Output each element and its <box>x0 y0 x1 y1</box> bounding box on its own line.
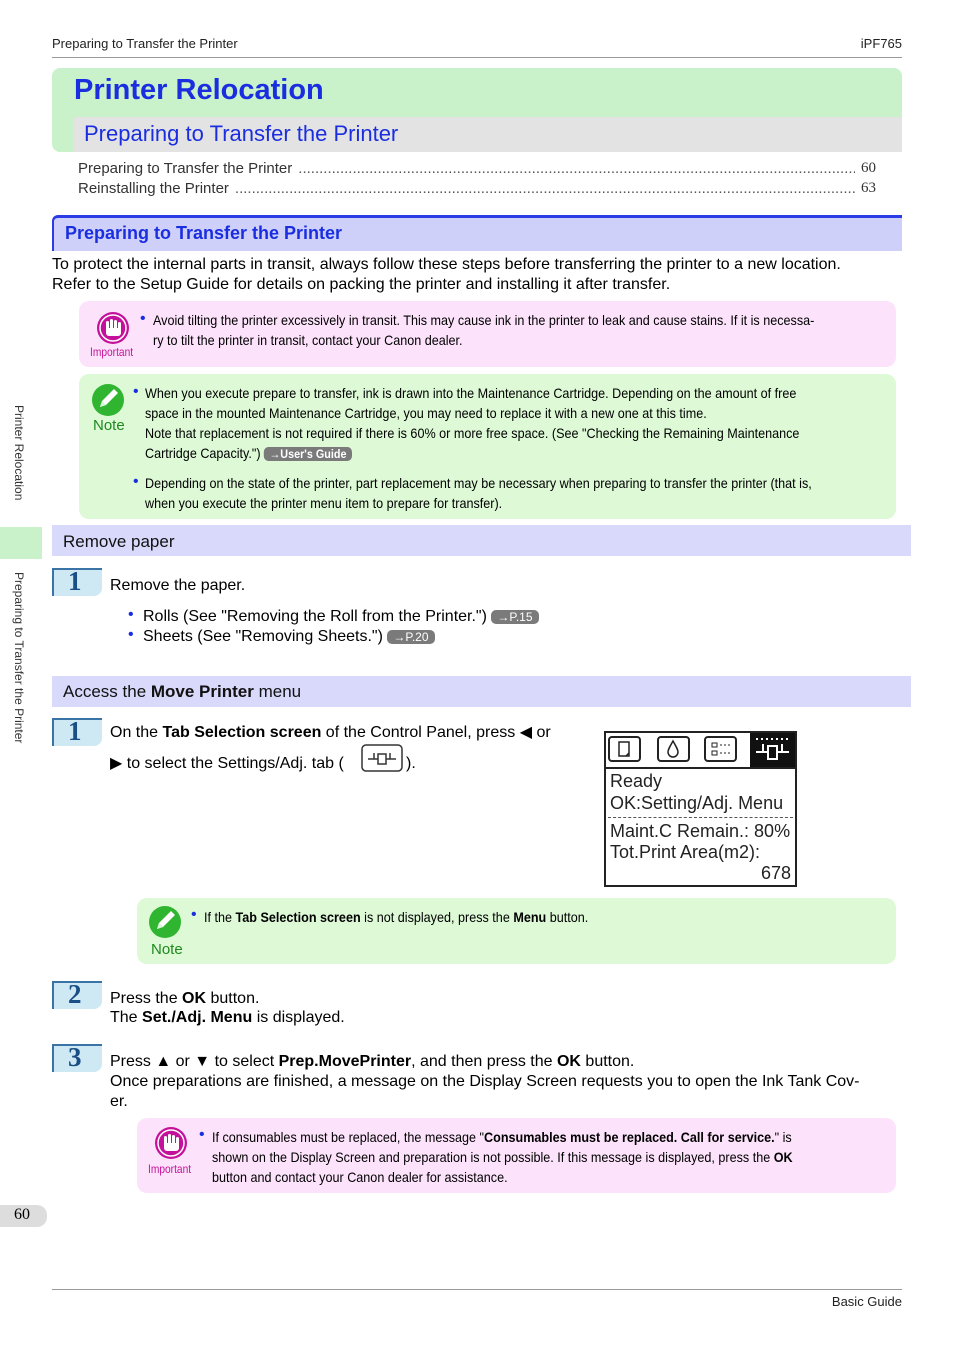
text-segment: to select the Settings/Adj. tab ( <box>126 755 344 772</box>
note-text: Depending on the state of the printer, part replacement may be necessary when preparing to transfer the printer (that is, <box>145 475 812 491</box>
toc-leader <box>235 180 855 197</box>
list-item <box>143 607 539 627</box>
bullet-icon: • <box>140 310 146 327</box>
important-hand-icon <box>153 1126 189 1162</box>
important-text: button and contact your Canon dealer for assistance. <box>212 1169 508 1185</box>
note-label: Note <box>93 417 125 434</box>
text-segment: shown on the Display Screen and preparation is not possible. If this message is displayed, press the <box>212 1149 774 1165</box>
step-number <box>52 568 102 596</box>
toc-entry[interactable] <box>78 180 876 197</box>
important-text: ry to tilt the printer in transit, contact your Canon dealer. <box>153 332 463 348</box>
note-text <box>145 443 352 463</box>
bullet-icon: • <box>199 1126 205 1143</box>
text-segment: is not displayed, press the <box>360 909 514 925</box>
subheading-bold: Move Printer <box>150 682 254 701</box>
subheading-text: Access the <box>63 682 151 701</box>
toc-entry[interactable] <box>78 160 876 177</box>
step-text: ). <box>406 755 416 772</box>
step-text <box>110 754 344 774</box>
text-bold: Set./Adj. Menu <box>142 1009 253 1026</box>
toc-label: Reinstalling the Printer <box>78 180 229 197</box>
toc-page: 60 <box>861 160 876 176</box>
lcd-divider <box>608 817 793 818</box>
bullet-icon: • <box>128 626 134 643</box>
step-text: Remove the paper. <box>110 577 246 594</box>
chapter-title: Printer Relocation <box>74 74 324 106</box>
note-label: Note <box>151 941 183 958</box>
text-bold: Tab Selection screen <box>235 909 361 925</box>
note-text <box>204 907 588 927</box>
bullet-icon: • <box>191 906 197 923</box>
step-text <box>110 1052 634 1072</box>
step-text <box>110 989 259 1009</box>
text-bold: Menu <box>513 909 547 925</box>
note-pencil-icon <box>91 383 127 417</box>
list-item-text: Rolls (See "Removing the Roll from the Printer.") <box>143 608 487 625</box>
job-tab-icon <box>704 736 737 762</box>
header-rule <box>52 57 902 58</box>
lcd-maint-remaining: Maint.C Remain.: 80% <box>610 821 791 841</box>
step-number <box>52 718 102 746</box>
lcd-print-area-label: Tot.Print Area(m2): <box>610 842 761 862</box>
text-bold: Tab Selection screen <box>162 724 322 741</box>
page-number: 60 <box>14 1206 30 1223</box>
sidebar-active-marker <box>0 527 42 559</box>
bullet-icon: • <box>133 383 139 400</box>
heading-title: Preparing to Transfer the Printer <box>65 223 343 243</box>
step-number-text: 1 <box>68 566 82 596</box>
text-bold: OK <box>773 1149 793 1165</box>
step-number <box>52 981 102 1009</box>
text-segment: of the Control Panel, press <box>321 724 516 741</box>
step-text: er. <box>110 1093 128 1110</box>
step-text <box>110 723 551 743</box>
text-bold: Consumables must be replaced. Call for service. <box>484 1129 775 1145</box>
intro-line: Refer to the Setup Guide for details on packing the printer and installing it after transfer. <box>52 276 671 293</box>
text-segment: If the <box>204 909 236 925</box>
section-title: Preparing to Transfer the Printer <box>84 121 399 146</box>
running-header-right: iPF765 <box>860 36 902 51</box>
page-ref-link[interactable]: →P.15 <box>491 610 538 624</box>
users-guide-link[interactable]: →User's Guide <box>264 447 352 461</box>
text-segment: On the <box>110 724 163 741</box>
list-item <box>143 627 435 647</box>
step-number <box>52 1044 102 1072</box>
text-bold: Prep.MovePrinter <box>278 1053 412 1070</box>
subheading-bar <box>52 525 911 556</box>
right-arrow-icon: ▶ <box>110 755 123 772</box>
settings-tab-selected-icon <box>750 733 795 767</box>
subheading-title <box>63 682 301 702</box>
control-panel-display <box>604 731 797 887</box>
paper-tab-icon <box>608 736 641 762</box>
left-arrow-icon: ◀ <box>519 724 533 741</box>
list-item-text: Sheets (See "Removing Sheets.") <box>143 628 383 645</box>
bullet-icon: • <box>133 473 139 490</box>
step-number-text: 2 <box>68 979 82 1009</box>
step-number-text: 3 <box>68 1042 82 1072</box>
important-label: Important <box>90 345 134 359</box>
important-text: Avoid tilting the printer excessively in transit. This may cause ink in the printer to leak and cause stains. If it is necessa- <box>153 312 815 328</box>
subheading-title: Remove paper <box>63 532 175 551</box>
text-segment: If consumables must be replaced, the message " <box>212 1129 485 1145</box>
toc-page: 63 <box>861 180 876 196</box>
important-text <box>212 1147 793 1167</box>
note-text-segment: Cartridge Capacity.") <box>145 445 261 461</box>
sidebar-section-label[interactable]: Preparing to Transfer the Printer <box>12 572 26 744</box>
text-segment: The <box>110 1009 143 1026</box>
footer-text: Basic Guide <box>831 1294 902 1309</box>
page-ref-link[interactable]: →P.20 <box>387 630 434 644</box>
text-segment: Press the <box>110 990 183 1007</box>
note-text: space in the mounted Maintenance Cartridge, you may need to replace it with a new one at this time. <box>145 405 707 421</box>
lcd-menu-hint: OK:Setting/Adj. Menu <box>610 793 784 813</box>
text-segment: button. <box>206 990 260 1007</box>
text-segment: is displayed. <box>252 1009 345 1026</box>
text-segment: Press ▲ or ▼ to select <box>110 1053 279 1070</box>
text-segment: button. <box>580 1053 635 1070</box>
step-text: Once preparations are finished, a message on the Display Screen requests you to open the Ink Tank Cov- <box>110 1073 860 1090</box>
text-bold: OK <box>182 990 207 1007</box>
note-text: When you execute prepare to transfer, ink is drawn into the Maintenance Cartridge. Depending on the amount of free <box>145 385 797 401</box>
lcd-status: Ready <box>610 771 663 791</box>
text-segment: " is <box>774 1129 792 1145</box>
ink-tab-icon <box>657 736 690 762</box>
sidebar-chapter-label[interactable]: Printer Relocation <box>12 405 26 501</box>
intro-line: To protect the internal parts in transit, always follow these steps before transferring the printer to a new location. <box>52 256 841 273</box>
subheading-text: menu <box>253 682 302 701</box>
note-pencil-icon <box>148 905 184 939</box>
lcd-print-area-value: 678 <box>760 863 791 883</box>
text-segment: , and then press the <box>411 1053 557 1070</box>
important-text <box>212 1127 792 1147</box>
note-text: Note that replacement is not required if there is 60% or more free space. (See "Checking the Remaining Maintenance <box>145 425 800 441</box>
toc-label: Preparing to Transfer the Printer <box>78 160 293 177</box>
toc-leader <box>298 160 855 177</box>
footer-rule <box>52 1289 902 1290</box>
running-header-left: Preparing to Transfer the Printer <box>52 36 238 51</box>
text-bold: OK <box>556 1053 581 1070</box>
important-label: Important <box>148 1162 192 1176</box>
settings-tab-icon <box>361 744 403 772</box>
lcd-tab-bar <box>606 733 795 769</box>
step-number-text: 1 <box>68 716 82 746</box>
important-hand-icon <box>95 311 131 347</box>
text-segment: button. <box>546 909 589 925</box>
step-text <box>110 1008 345 1028</box>
note-text: when you execute the printer menu item to prepare for transfer). <box>145 495 503 511</box>
bullet-icon: • <box>128 606 134 623</box>
text-segment: or <box>536 724 551 741</box>
